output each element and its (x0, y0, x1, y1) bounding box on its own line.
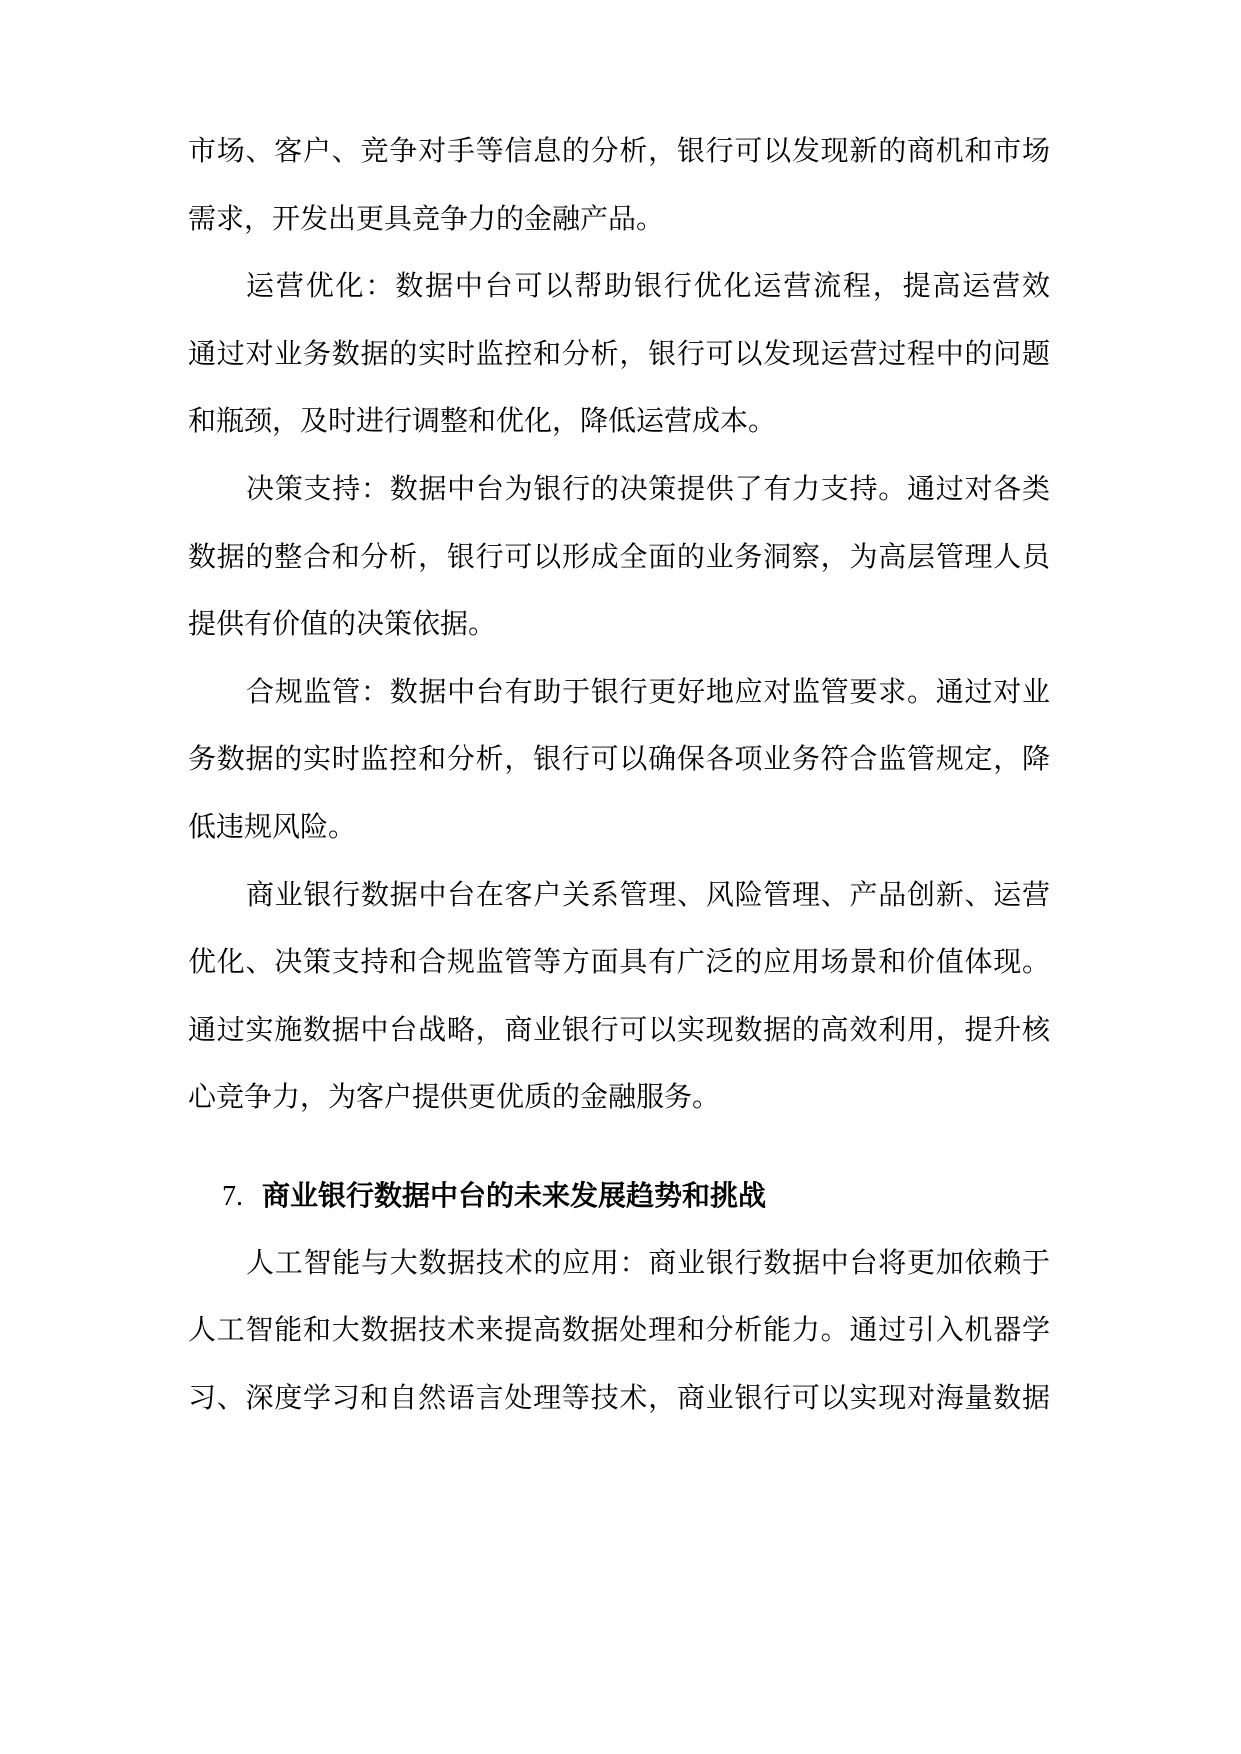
text-line: 运营优化：数据中台可以帮助银行优化运营流程，提高运营效 (246, 271, 1050, 303)
text-line: 决策支持：数据中台为银行的决策提供了有力支持。通过对各类 (246, 473, 1050, 505)
page-body (188, 118, 1050, 1432)
text-line: 市场、客户、竞争对手等信息的分析，银行可以发现新的商机和市场 (188, 136, 1050, 167)
text-line: 习、深度学习和自然语言处理等技术，商业银行可以实现对海量数据 (188, 1382, 1050, 1414)
text-line: 合规监管：数据中台有助于银行更好地应对监管要求。通过对业 (246, 676, 1050, 708)
text-line: 需求，开发出更具竞争力的金融产品。 (188, 203, 665, 235)
text-line: 通过对业务数据的实时监控和分析，银行可以发现运营过程中的问题 (188, 338, 1050, 370)
text-line: 通过实施数据中台战略，商业银行可以实现数据的高效利用，提升核 (188, 1014, 1050, 1046)
paragraph (188, 862, 1050, 1132)
text-line: 提供有价值的决策依据。 (188, 609, 497, 641)
text-line: 人工智能和大数据技术来提高数据处理和分析能力。通过引入机器学 (188, 1315, 1050, 1347)
paragraph (188, 456, 1050, 659)
section-number: 7. (222, 1180, 243, 1212)
text-line: 低违规风险。 (188, 811, 357, 843)
paragraph (188, 659, 1050, 862)
text-line: 务数据的实时监控和分析，银行可以确保各项业务符合监管规定，降 (188, 744, 1050, 776)
section-heading (188, 1162, 1050, 1230)
paragraph (188, 1230, 1050, 1433)
text-line: 优化、决策支持和合规监管等方面具有广泛的应用场景和价值体现。 (188, 947, 1050, 979)
paragraph (188, 118, 1050, 253)
text-line: 和瓶颈，及时进行调整和优化，降低运营成本。 (188, 406, 777, 438)
text-line: 人工智能与大数据技术的应用：商业银行数据中台将更加依赖于 (246, 1247, 1050, 1279)
text-line: 心竞争力，为客户提供更优质的金融服务。 (188, 1082, 721, 1114)
paragraph (188, 253, 1050, 456)
section-title: 商业银行数据中台的未来发展趋势和挑战 (262, 1179, 767, 1211)
text-line: 商业银行数据中台在客户关系管理、风险管理、产品创新、运营 (246, 879, 1050, 911)
text-line: 数据的整合和分析，银行可以形成全面的业务洞察，为高层管理人员 (188, 541, 1050, 573)
